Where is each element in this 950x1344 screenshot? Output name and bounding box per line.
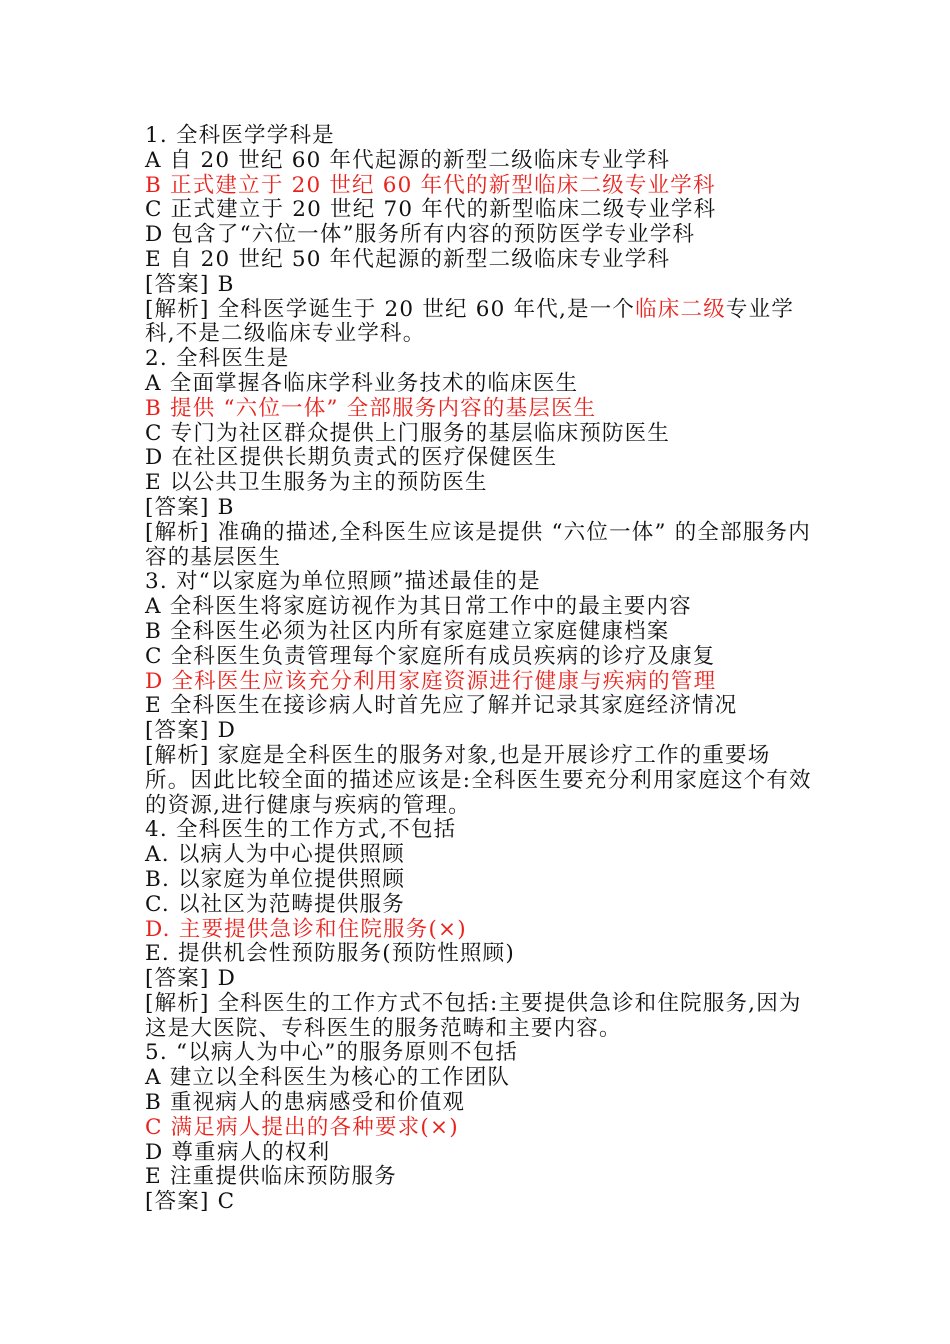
question-1-option-e: E 自 20 世纪 50 年代起源的新型二级临床专业学科 — [145, 246, 671, 272]
question-2-option-c: C 专门为社区群众提供上门服务的基层临床预防医生 — [145, 420, 671, 446]
question-3-option-c: C 全科医生负责管理每个家庭所有成员疾病的诊疗及康复 — [145, 643, 716, 669]
question-3-option-a: A 全科医生将家庭访视作为其日常工作中的最主要内容 — [145, 594, 692, 620]
question-1-analysis-highlight: 临床二级 — [635, 296, 726, 322]
question-5-option-a: A 建立以全科医生为核心的工作团队 — [145, 1065, 511, 1091]
question-2-option-d: D 在社区提供长期负责式的医疗保健医生 — [145, 445, 558, 471]
question-5-stem: 5. “以病人为中心”的服务原则不包括 — [145, 1040, 519, 1066]
question-5-option-c-correct: C 满足病人提出的各种要求(×) — [145, 1114, 459, 1140]
question-4-option-a: A. 以病人为中心提供照顾 — [145, 842, 405, 868]
question-3-option-d-correct: D 全科医生应该充分利用家庭资源进行健康与疾病的管理 — [145, 668, 717, 694]
question-4-stem: 4. 全科医生的工作方式,不包括 — [145, 817, 457, 843]
question-1-option-b-correct: B 正式建立于 20 世纪 60 年代的新型临床二级专业学科 — [145, 172, 716, 198]
question-1-analysis — [145, 298, 815, 348]
question-4-answer: [答案] D — [145, 966, 237, 992]
question-4-option-b: B. 以家庭为单位提供照顾 — [145, 866, 406, 892]
question-4-option-c: C. 以社区为范畴提供服务 — [145, 891, 405, 917]
question-3-stem: 3. 对“以家庭为单位照顾”描述最佳的是 — [145, 569, 541, 595]
question-2-option-a: A 全面掌握各临床学科业务技术的临床医生 — [145, 370, 579, 396]
question-3-option-b: B 全科医生必须为社区内所有家庭建立家庭健康档案 — [145, 618, 670, 644]
question-4-option-e: E. 提供机会性预防服务(预防性照顾) — [145, 941, 515, 967]
document-page — [145, 124, 825, 1215]
question-5-answer: [答案] C — [145, 1189, 236, 1215]
question-3-analysis: [解析] 家庭是全科医生的服务对象,也是开展诊疗工作的重要场所。因此比较全面的描述应该是:全科医生要充分利用家庭这个有效的资源,进行健康与疾病的管理。 — [145, 742, 812, 818]
question-3-option-e: E 全科医生在接诊病人时首先应了解并记录其家庭经济情况 — [145, 693, 738, 719]
question-4-option-d-correct: D. 主要提供急诊和住院服务(×) — [145, 916, 467, 942]
question-3-answer: [答案] D — [145, 718, 237, 744]
question-1-answer: [答案] B — [145, 271, 235, 297]
question-1-option-a: A 自 20 世纪 60 年代起源的新型二级临床专业学科 — [145, 147, 671, 173]
question-1-stem: 1. 全科医学学科是 — [145, 123, 335, 148]
question-2-option-b-correct: B 提供 “六位一体” 全部服务内容的基层医生 — [145, 395, 597, 421]
question-5-option-b: B 重视病人的患病感受和价值观 — [145, 1090, 466, 1116]
question-2-option-e: E 以公共卫生服务为主的预防医生 — [145, 470, 488, 496]
question-4-analysis: [解析] 全科医生的工作方式不包括:主要提供急诊和住院服务,因为这是大医院、专科医生的服务范畴和主要内容。 — [145, 990, 802, 1041]
question-1-analysis-text: [解析] 全科医学诞生于 20 世纪 60 年代,是一个 — [145, 296, 636, 322]
question-5-option-e: E 注重提供临床预防服务 — [145, 1164, 397, 1190]
question-1-analysis-text-end: 专业学科,不是二级临床专业学科。 — [145, 296, 795, 347]
question-1-option-c: C 正式建立于 20 世纪 70 年代的新型临床二级专业学科 — [145, 197, 717, 223]
question-2-stem: 2. 全科医生是 — [145, 346, 290, 372]
question-2-answer: [答案] B — [145, 494, 235, 520]
question-5-option-d: D 尊重病人的权利 — [145, 1139, 331, 1165]
question-1-option-d: D 包含了“六位一体”服务所有内容的预防医学专业学科 — [145, 222, 696, 248]
question-2-analysis: [解析] 准确的描述,全科医生应该是提供 “六位一体” 的全部服务内容的基层医生 — [145, 519, 811, 570]
